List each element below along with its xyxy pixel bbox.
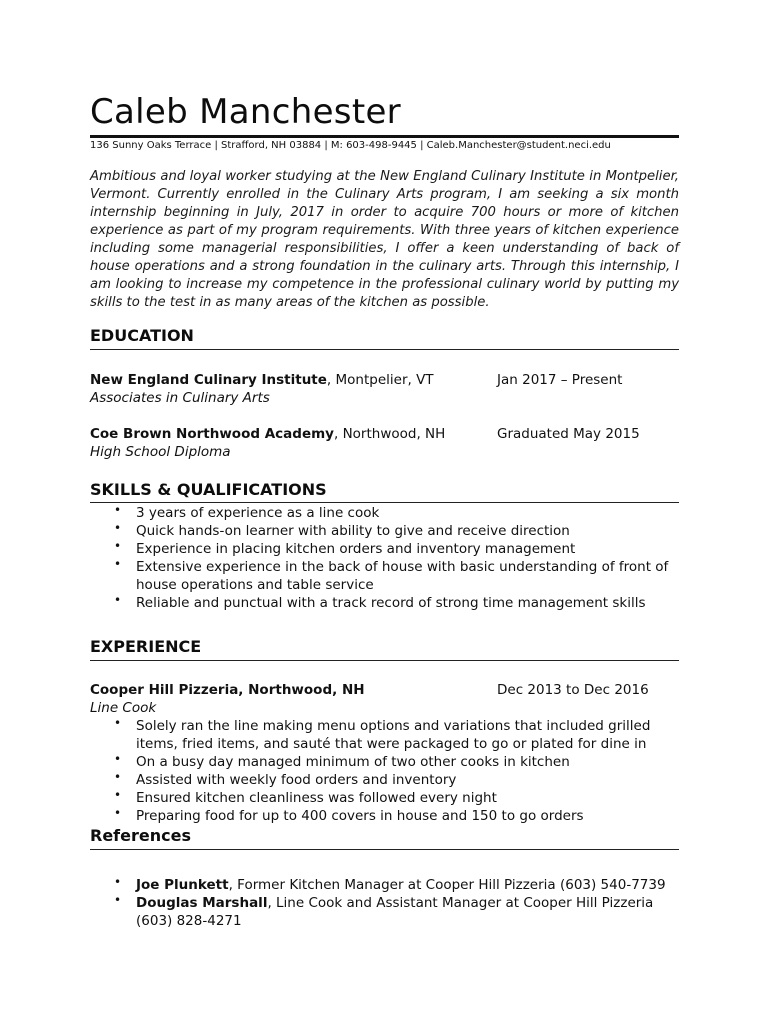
skill-text: Extensive experience in the back of house with basic understanding of front of house operations and table service: [136, 559, 669, 593]
reference-detail: , Line Cook and Assistant Manager at Cooper Hill Pizzeria (603) 828-4271: [136, 895, 654, 929]
list-item: [112, 771, 679, 789]
list-item: [112, 717, 679, 753]
job-role: Line Cook: [90, 700, 157, 716]
candidate-name: Caleb Manchester: [90, 92, 401, 132]
contact-line: 136 Sunny Oaks Terrace | Strafford, NH 03884 | M: 603-498-9445 | Caleb.Manchester@student.neci.edu: [90, 140, 611, 151]
school-name: Coe Brown Northwood Academy: [90, 426, 334, 442]
bullet-icon: •: [114, 503, 122, 517]
references-divider: [90, 849, 679, 850]
list-item: [112, 540, 679, 558]
school-name: New England Culinary Institute: [90, 372, 327, 388]
duty-text: Solely ran the line making menu options and variations that included grilled items, fried items, and sauté that were packaged to go or plated for dine in: [136, 718, 651, 752]
experience-list: [112, 717, 679, 825]
bullet-icon: •: [114, 893, 122, 907]
duty-text: On a busy day managed minimum of two other cooks in kitchen: [136, 754, 570, 770]
experience-divider: [90, 660, 679, 661]
objective-paragraph: Ambitious and loyal worker studying at the New England Culinary Institute in Montpelier, Vermont. Currently enrolled in the Culinary Arts program, I am seeking a six month internship beginning in July, 2017 in order to acquire 700 hours or more of kitchen experience as part of my program requirements. With three years of kitchen experience including some managerial responsibilities, I offer a keen understanding of back of house operations and a strong foundation in the culinary arts. Through this internship, I am looking to increase my competence in the professional culinary world by putting my skills to the test in as many areas of the kitchen as possible.: [90, 169, 679, 310]
school-location: , Montpelier, VT: [326, 372, 434, 388]
experience-heading: EXPERIENCE: [90, 637, 202, 656]
bullet-icon: •: [114, 752, 122, 766]
education-entry-2-date: Graduated May 2015: [497, 426, 640, 442]
education-divider: [90, 349, 679, 350]
list-item: [112, 558, 679, 594]
education-entry-2-degree: High School Diploma: [90, 444, 231, 460]
skill-text: Quick hands-on learner with ability to give and receive direction: [136, 523, 570, 539]
employer-name: Cooper Hill Pizzeria, Northwood, NH: [90, 682, 365, 698]
bullet-icon: •: [114, 770, 122, 784]
job-date: Dec 2013 to Dec 2016: [497, 682, 649, 698]
list-item: [112, 522, 679, 540]
bullet-icon: •: [114, 521, 122, 535]
skills-heading: SKILLS & QUALIFICATIONS: [90, 480, 327, 499]
reference-name: Douglas Marshall: [136, 895, 268, 911]
bullet-icon: •: [114, 875, 122, 889]
list-item: [112, 876, 679, 894]
skill-text: Experience in placing kitchen orders and inventory management: [136, 541, 576, 557]
education-heading: EDUCATION: [90, 326, 194, 345]
bullet-icon: •: [114, 593, 122, 607]
bullet-icon: •: [114, 788, 122, 802]
duty-text: Preparing food for up to 400 covers in house and 150 to go orders: [136, 808, 584, 824]
bullet-icon: •: [114, 557, 122, 571]
list-item: [112, 753, 679, 771]
education-entry-1-degree: Associates in Culinary Arts: [90, 390, 270, 406]
school-location: , Northwood, NH: [333, 426, 446, 442]
reference-name: Joe Plunkett: [136, 877, 229, 893]
skill-text: 3 years of experience as a line cook: [136, 505, 380, 521]
skills-list: [112, 504, 679, 612]
header-divider: [90, 135, 679, 138]
bullet-icon: •: [114, 539, 122, 553]
references-heading: References: [90, 826, 191, 845]
list-item: [112, 504, 679, 522]
bullet-icon: •: [114, 806, 122, 820]
skills-divider: [90, 502, 679, 503]
duty-text: Ensured kitchen cleanliness was followed every night: [136, 790, 497, 806]
duty-text: Assisted with weekly food orders and inventory: [136, 772, 457, 788]
list-item: [112, 594, 679, 612]
list-item: [112, 789, 679, 807]
references-list: [112, 876, 679, 930]
skill-text: Reliable and punctual with a track record of strong time management skills: [136, 595, 646, 611]
list-item: [112, 894, 679, 930]
reference-detail: , Former Kitchen Manager at Cooper Hill Pizzeria (603) 540-7739: [228, 877, 666, 893]
list-item: [112, 807, 679, 825]
bullet-icon: •: [114, 716, 122, 730]
education-entry-1-date: Jan 2017 – Present: [497, 372, 623, 388]
